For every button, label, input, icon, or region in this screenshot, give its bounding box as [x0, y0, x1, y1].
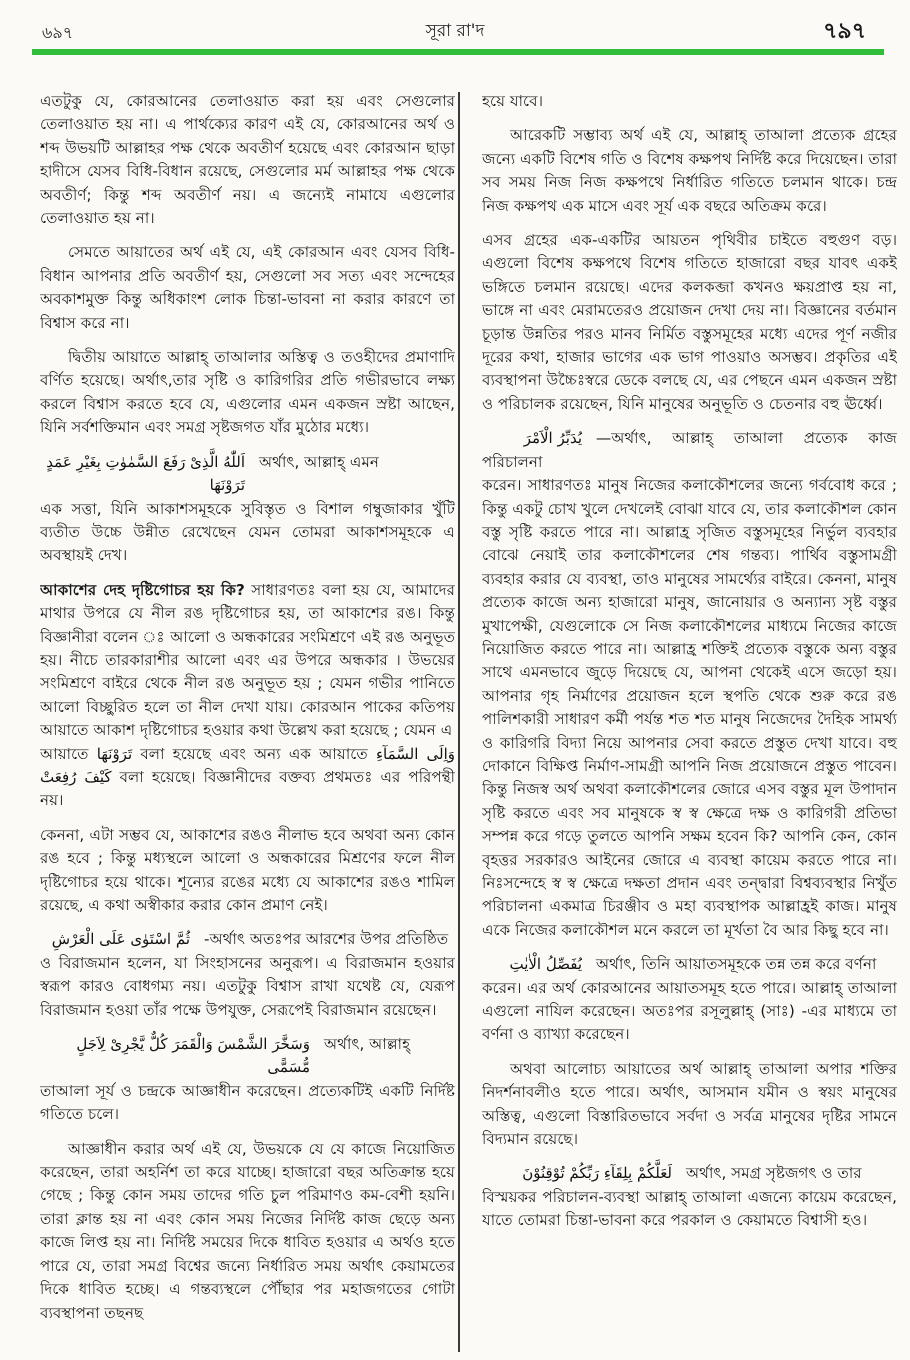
section-heading: আকাশের দেহ দৃষ্টিগোচর হয় কি? — [40, 580, 245, 599]
paragraph: বিস্ময়কর পরিচালন-ব্যবস্থা আল্লাহ্ তাআলা এজন্যে কায়েম করেছেন, যাতে তোমরা চিন্তা-ভাবনা করে পরকাল ও কেয়ামতে বিশ্বাসী হও। — [482, 1187, 897, 1230]
right-column — [482, 90, 897, 1352]
arabic-verse: يُفَصِّلُ الْاٰيٰتِ — [509, 955, 582, 974]
paragraph-text: সাধারণতঃ বলা হয় যে, আমাদের মাথার উপরে যে নীল রঙ দৃষ্টিগোচর হয়, তা আকাশের রঙ। কিন্তু বিজ্ঞানীরা বলেন ঃ আলো ও অন্ধকারের সংমিশ্রণে এই রঙ অনুভূত হয়। নীচে তারকারাশীর আলো এবং এর উপরে অন্ধকার । উভয়ের সংমিশ্রণে বাইরে থেকে নীল রঙ অনুভূত হয় ; যেমন গভীর পানিতে আলো বিচ্ছুরিত হলে তা নীল দেখা যায়। কোরআন পাকের কতিপয় আয়াতে আকাশ দৃষ্টিগোচর হওয়ার কথা উল্লেখ করা হয়েছে ; যেমন এ — [40, 580, 455, 740]
sura-title: সূরা রা'দ — [425, 21, 485, 41]
paragraph — [40, 579, 455, 743]
paragraph: তাআলা সূর্য ও চন্দ্রকে আজ্ঞাধীন করেছেন। প্রত্যেকটিই একটি নির্দিষ্ট গতিতে চলে। — [40, 1081, 455, 1124]
header-rule — [32, 49, 884, 55]
paragraph: করেন। এর অর্থ কোরআনের আয়াতসমূহ হতে পারে। আল্লাহ্ তাআলা এগুলো নাযিল করেছেন। অতঃপর রসূলুল্লাহ্ (সাঃ) -এর মাধ্যমে তা বর্ণনা ও ব্যাখ্যা করেছেন। — [482, 978, 897, 1044]
left-column — [40, 90, 455, 1352]
verse-translation-lead: অর্থাৎ, আল্লাহ্ — [324, 1035, 411, 1054]
paragraph: এতটুকু যে, কোরআনের তেলাওয়াত করা হয় এবং সেগুলোর তেলাওয়াত হয় না। এ পার্থক্যের কারণ এই যে, কোরআনের অর্থ ও শব্দ উভয়টি আল্লাহর পক্ষ থেকে অবতীর্ণ হয়েছে এবং কোরআন ছাড়া হাদীসে যেসব বিধি-বিধান রয়েছে, সেগুলোর মর্ম আল্লাহর পক্ষ থেকে অবতীর্ণ; কিন্তু শব্দ অবতীর্ণ নয়। এ জন্যেই নামাযে এগুলোর তেলাওয়াত হয় না। — [40, 92, 455, 228]
paragraph-text: বলা হয়েছে। বিজ্ঞানীদের বক্তব্য প্রথমতঃ এর পরিপন্থী নয়। — [40, 767, 455, 810]
paragraph: কেননা, এটা সম্ভব যে, আকাশের রঙও নীলাভ হবে অথবা অন্য কোন রঙ হবে ; কিন্তু মধ্যস্থলে আলো ও অন্ধকারের মিশ্রণের ফলে নীল দৃষ্টিগোচর হয়ে থাকে। শূন্যের রঙের মধ্যে যে আকাশের রঙও শামিল রয়েছে, এ কথা অস্বীকার করার কোন প্রমাণ নেই। — [40, 825, 455, 914]
paragraph — [40, 1033, 455, 1077]
paragraph — [40, 928, 455, 951]
paragraph: আজ্ঞাধীন করার অর্থ এই যে, উভয়কে যে যে কাজে নিয়োজিত করেছেন, তারা অহর্নিশ তা করে যাচ্ছে। হাজারো বছর অতিক্রান্ত হয়ে গেছে ; কিন্তু কোন সময় তাদের গতি চুল পরিমাণও কম-বেশী হয়নি। তারা ক্লান্ত হয় না এবং কোন সময় নিজের নির্দিষ্ট কাজ ছেড়ে অন্য কাজে লিপ্ত হয় না। নির্দিষ্ট সময়ের দিকে ধাবিত হওয়ার এ অর্থও হতে পারে যে, তারা সমগ্র বিশ্বের জন্যে নির্ধারিত সময় অর্থাৎ কেয়ামতের দিকে ধাবিত হচ্ছে। এ গন্তব্যস্থলে পৌঁছার পর মহাজগতের গোটা ব্যবস্থাপনা তছনছ — [40, 1139, 455, 1322]
verse-translation-lead: -অর্থাৎ অতঃপর আরশের উপর প্রতিষ্ঠিত — [204, 930, 449, 949]
verse-translation-lead: অর্থাৎ, সমগ্র সৃষ্টজগৎ ও তার — [686, 1164, 862, 1183]
arabic-verse: ثُمَّ اسْتَوٰى عَلَى الْعَرْشِ — [51, 930, 190, 949]
paragraph — [40, 743, 455, 813]
paragraph: সেমতে আয়াতের অর্থ এই যে, এই কোরআন এবং যেসব বিধি-বিধান আপনার প্রতি অবতীর্ণ হয়, সেগুলো সব সত্য এবং সন্দেহের অবকাশমুক্ত কিন্তু অধিকাংশ লোক চিন্তা-ভাবনা না করার কারণে তা বিশ্বাস করে না। — [40, 243, 455, 332]
column-divider — [458, 92, 460, 1352]
paragraph-text: বলা হয়েছে এবং অন্য এক আয়াতে — [140, 744, 368, 763]
paragraph — [40, 451, 455, 495]
verse-translation-lead: অর্থাৎ, আল্লাহ্ এমন — [259, 452, 379, 471]
paragraph: এসব গ্রহের এক-একটির আয়তন পৃথিবীর চাইতে বহুগুণ বড়। এগুলো বিশেষ কক্ষপথে বিশেষ গতিতে হাজারো বছর যাবৎ একই ভঙ্গিতে চলমান রয়েছে। এদের কলকব্জা কখনও ক্ষয়প্রাপ্ত হয় না, ভাঙ্গে না এবং মেরামতেরও প্রয়োজন দেখা দেয় না। বিজ্ঞানের বর্তমান চূড়ান্ত উন্নতির পরও মানব নির্মিত বস্তুসমূহের মধ্যে এদের পূর্ণ নজীর দূরের কথা, হাজার ভাগের এক ভাগ পাওয়াও অসম্ভব। প্রকৃতির এই ব্যবস্থাপনা উচ্চৈঃস্বরে ডেকে বলছে যে, এর পেছনে এমন একজন স্রষ্টা ও পরিচালক রয়েছেন, যিনি মানুষের অনুভূতি ও চেতনার বহু ঊর্ধ্বে। — [482, 231, 897, 413]
verse-translation-lead: অর্থাৎ, তিনি আয়াতসমূহকে তন্ন তন্ন করে বর্ণনা — [596, 955, 877, 974]
verse-translation-lead: —অর্থাৎ, আল্লাহ্ তাআলা প্রত্যেক কাজ পরিচালনা — [482, 429, 897, 471]
arabic-verse: لَعَلَّكُمْ بِلِقَآءِ رَبِّكُمْ تُوْقِنُوْنَ — [522, 1164, 672, 1183]
paragraph-text: আয়াতে — [40, 744, 89, 763]
paragraph: করেন। সাধারণতঃ মানুষ নিজের কলাকৌশলের জন্যে গর্ববোধ করে ; কিন্তু একটু চোখ খুলে দেখলেই বোঝা যাবে যে, তার কলাকৌশল কোন বস্তু সৃষ্টি করতে পারে না। আল্লাহ্র সৃজিত বস্তুসমূহের নির্ভুল ব্যবহার বোঝে নেয়াই তার কলাকৌশলের শেষ গন্তব্য। পার্থিব বস্তুসামগ্রী ব্যবহার করার যে ব্যবস্থা, তাও মানুষের সামর্থ্যের বাইরে। কেননা, মানুষ প্রত্যেক কাজে অন্য হাজারো মানুষ, জানোয়ার ও অন্যান্য সৃষ্ট বস্তুর মুখাপেক্ষী, যেগুলোকে সে নিজ কলাকৌশলের মাধ্যমে নিজের কাজে নিয়োজিত করতে পারে না। আল্লাহ্র শক্তিই প্রত্যেক বস্তুকে অন্য বস্তুর সাথে এমনভাবে জুড়ে দিয়েছে যে, আপনা থেকেই এসে জড়ো হয়। আপনার গৃহ নির্মাণের প্রয়োজন হলে স্থপতি থেকে শুরু করে রঙ পালিশকারী সাধারণ কর্মী পর্যন্ত শত শত মানুষ নিজেদের দৈহিক সামর্থ্য ও কারিগরি বিদ্যা নিয়ে আপনার সেবা করতে প্রস্তুত দেখা যাবে। বহু দোকানে বিক্ষিপ্ত নির্মাণ-সামগ্রী আপনি নিজ প্রয়োজনে প্রস্তুত পাবেন। কিন্তু নিজস্ব অর্থ অথবা কলাকৌশলের জোরে এসব বস্তুর মূল উপাদান সৃষ্টি করতে এবং সব মানুষকে স্ব স্ব ক্ষেত্রে দক্ষ ও কারিগরী প্রতিভা সম্পন্ন করে গড়ে তুলতে আপনি সক্ষম হবেন কি? আপনি কেন, কোন বৃহত্তর সরকারও আইনের জোরে এ ব্যবস্থা কায়েম করতে পারে না। নিঃসন্দেহে স্ব স্ব ক্ষেত্রে দক্ষতা প্রদান এবং তন্দ্বারা বিশ্বব্যবস্থার নিখুঁত পরিচালনা একমাত্র চিরঞ্জীব ও মহা ব্যবস্থাপক আল্লাহ্রই কাজ। মানুষ একে নিজের কলাকৌশল মনে করলে তা মূর্খতা বৈ আর কিছু হবে না। — [482, 476, 897, 939]
arabic-verse: اَللّٰهُ الَّذِىْ رَفَعَ السَّمٰوٰتِ بِغَيْرِ عَمَدٍ تَرَوْنَهَا — [46, 452, 245, 495]
arabic-verse: وَسَخَّرَ الشَّمْسَ وَالْقَمَرَ كُلٌّ يَّجْرِىْ لِاَجَلٍ مُّسَمًّى — [76, 1035, 310, 1077]
paragraph — [482, 427, 897, 474]
paragraph: অথবা আলোচ্য আয়াতের অর্থ আল্লাহ্ তাআলা অপার শক্তির নিদর্শনাবলীও হতে পারে। অর্থাৎ, আসমান যমীন ও স্বয়ং মানুষের অস্তিত্ব, এগুলো বিস্তারিতভাবে সর্বদা ও সর্বত্র মানুষের দৃষ্টির সামনে বিদ্যমান রয়েছে। — [482, 1059, 897, 1149]
page-header — [0, 0, 910, 64]
paragraph: এক সত্তা, যিনি আকাশসমূহকে সুবিস্তৃত ও বিশাল গম্বুজাকার খুঁটি ব্যতীত উচ্চে উন্নীত রেখেছেন যেমন তোমরা আকাশসমূহকে এ অবস্থায়ই দেখ। — [40, 499, 455, 565]
arabic-verse: وَاِلَى السَّمَآءِ كَيْفَ رُفِعَتْ — [40, 744, 455, 786]
paragraph: হয়ে যাবে। — [482, 92, 543, 110]
paragraph: দ্বিতীয় আয়াতে আল্লাহ্ তাআলার অস্তিত্ব ও তওহীদের প্রমাণাদি বর্ণিত হয়েছে। অর্থাৎ,তার সৃষ্টি ও কারিগরির প্রতি গভীরভাবে লক্ষ্য করলে বিশ্বাস করতে হবে যে, এগুলোর এমন একজন স্রষ্টা আছেন, যিনি সর্বশক্তিমান এবং সমগ্র সৃষ্টজগত যাঁর মুঠোর মধ্যে। — [40, 348, 455, 437]
arabic-verse: يُدَبِّرُ الْاَمْرَ — [523, 429, 582, 448]
page-number-left: ৬৯৭ — [42, 23, 74, 42]
paragraph — [482, 953, 897, 976]
paragraph — [482, 1162, 897, 1185]
arabic-verse: تَرَوْنَهَا — [96, 744, 133, 763]
paragraph: ও বিরাজমান হলেন, যা সিংহাসনের অনুরূপ। এ বিরাজমান হওয়ার স্বরূপ কারও বোধগম্য নয়। এতটুকু বিশ্বাস রাখা যথেষ্ট যে, যেরূপ বিরাজমান হওয়া তাঁর পক্ষে উপযুক্ত, সেরূপেই বিরাজমান রয়েছেন। — [40, 953, 455, 1019]
paragraph: আরেকটি সম্ভাব্য অর্থ এই যে, আল্লাহ্ তাআলা প্রত্যেক গ্রহের জন্যে একটি বিশেষ গতি ও বিশেষ কক্ষপথ নির্দিষ্ট করে দিয়েছেন। তারা সব সময় নিজ নিজ কক্ষপথে নির্ধারিত গতিতে চলমান থাকে। চন্দ্র নিজ কক্ষপথ এক মাসে এবং সূর্য এক বছরে অতিক্রম করে। — [482, 126, 897, 215]
page-number-right: ৭৯৭ — [823, 19, 866, 44]
